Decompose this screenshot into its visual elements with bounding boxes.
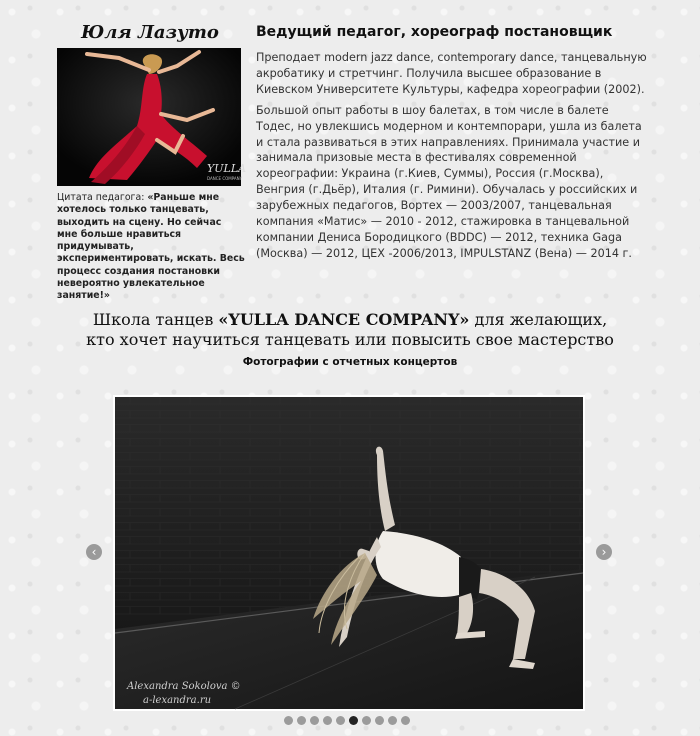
slider-next-button[interactable]: ›: [596, 544, 612, 560]
slider-dot[interactable]: [284, 716, 293, 725]
concert-photos-caption: Фотографии с отчетных концертов: [242, 356, 458, 368]
slider-dot[interactable]: [362, 716, 371, 725]
teacher-quote: [57, 192, 245, 303]
slider-dot[interactable]: [401, 716, 410, 725]
slider-dot[interactable]: [310, 716, 319, 725]
bio-paragraph: Большой опыт работы в шоу балетах, в том числе в балете Тодес, но увлекшись модерном и контемпорари, ушла из балета и стала развиваться в этих направлениях. Принимала участие и занимала призовые места в фестивалях современной хореографии: Украина (г.Киев, Суммы), Россия (г.Москва), Венгрия (г.Дьёр), Италия (г. Римини). Обучалась у российских и зарубежных педагогов, Вортех — 2003/2007, танцевальная компания «Матис» — 2010 - 2012, стажировка в танцевальной компании Дениса Бородицкого (BDDC) — 2012, техника Gaga (Москва) — 2012, ЦЕХ -2006/2013, IMPULSTANZ (Вена) — 2014 г.: [256, 103, 642, 260]
school-heading-line1: [0, 310, 700, 330]
heading-prefix: Школа танцев: [92, 310, 219, 329]
slider-dot[interactable]: [297, 716, 306, 725]
slide-image: [115, 397, 583, 709]
heading-brand: «YULLA DANCE COMPANY»: [218, 310, 470, 329]
school-heading-line2: кто хочет научиться танцевать или повысить свое мастерство: [86, 330, 614, 349]
bio-paragraph: Преподает modern jazz dance, contemporary dance, танцевальную акробатику и стретчинг. Получила высшее образование в Киевском Университете Культуры, кафедра хореографии (2002).: [256, 51, 647, 96]
photo-watermark-author: Alexandra Sokolova ©: [127, 681, 241, 692]
school-heading: [0, 310, 700, 350]
slider-prev-button[interactable]: ‹: [86, 544, 102, 560]
quote-label: Цитата педагога:: [57, 192, 148, 203]
quote-text: «Раньше мне хотелось только танцевать, выходить на сцену. Но сейчас мне больше нравиться придумывать, экспериментировать, искать. Весь процесс создания постановки невероятно увлекательное занятие!»: [57, 192, 245, 302]
photo-logo: YULLA: [207, 162, 247, 175]
teacher-name: Юля Лазуто: [81, 22, 219, 43]
slider-dot[interactable]: [336, 716, 345, 725]
slider-pagination: [284, 716, 410, 725]
photo-watermark-site: a-lexandra.ru: [143, 695, 212, 706]
photo-slider: [113, 395, 585, 711]
photo-logo-sub: DANCE COMPANY: [207, 176, 243, 181]
slider-dot[interactable]: [323, 716, 332, 725]
slider-dot[interactable]: [388, 716, 397, 725]
slider-dot[interactable]: [349, 716, 358, 725]
slider-dot[interactable]: [375, 716, 384, 725]
teacher-bio: [256, 50, 648, 267]
teacher-role-title: Ведущий педагог, хореограф постановщик: [256, 24, 613, 40]
teacher-portrait: [57, 48, 247, 186]
heading-suffix: для желающих,: [469, 310, 608, 329]
